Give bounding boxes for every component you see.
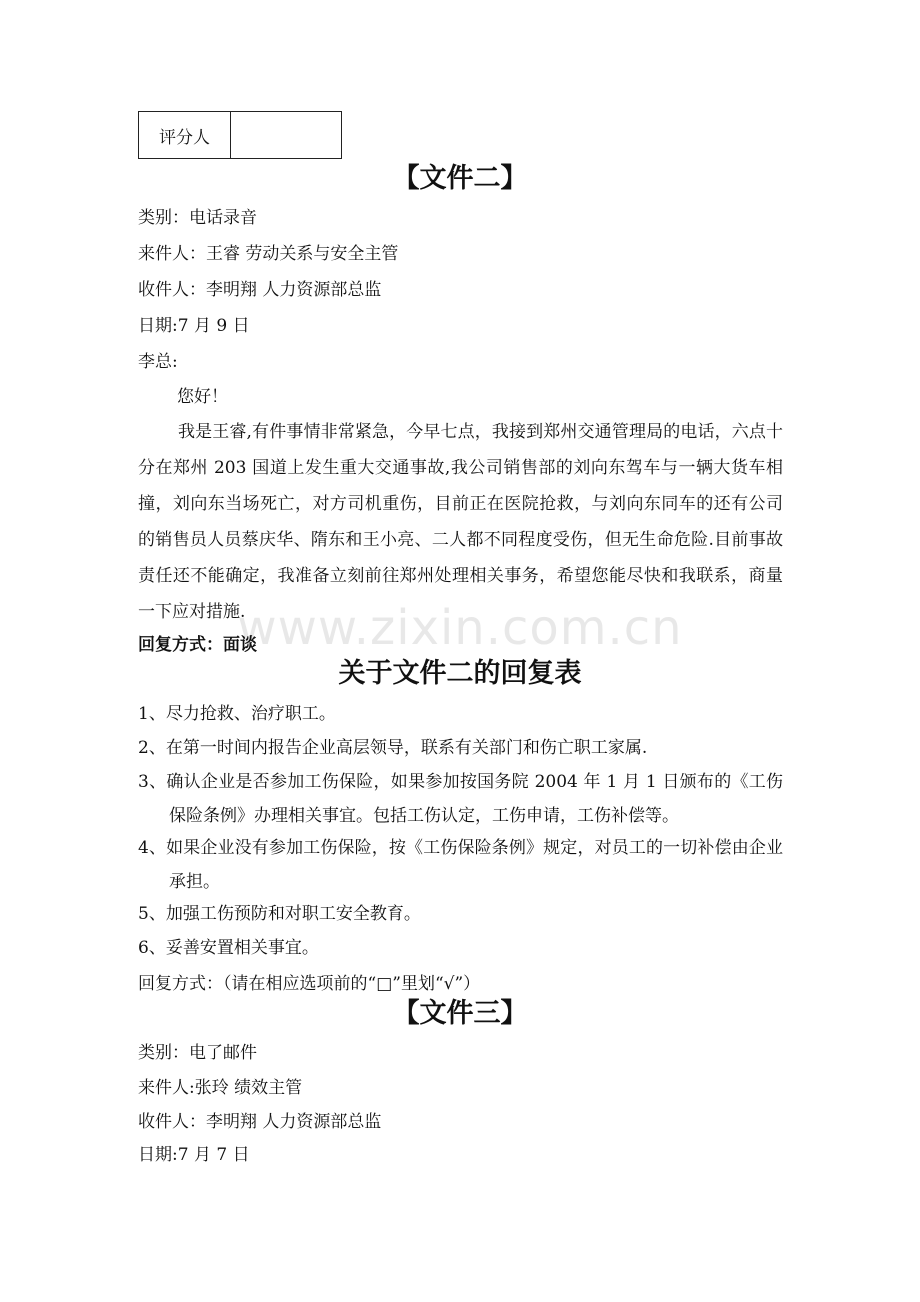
reply-item-3: 3、确认企业是否参加工伤保险，如果参加按国务院 2004 年 1 月 1 日颁布的《工伤保险条例》办理相关事宜。包括工伤认定，工伤申请，工伤补偿等。 <box>138 772 783 826</box>
reply-item-6: 6、妥善安置相关事宜。 <box>138 938 319 958</box>
file3-recipient: 收件人：李明翔 人力资源部总监 <box>138 1112 382 1132</box>
file3-category: 类别：电了邮件 <box>138 1043 257 1063</box>
file2-reply-method: 回复方式：面谈 <box>138 635 257 655</box>
file2-body: 我是王睿,有件事情非常紧急，今早七点，我接到郑州交通管理局的电话，六点十分在郑州 203 国道上发生重大交通事故,我公司销售部的刘向东驾车与一辆大货车相撞，刘向东当场死亡，对方司机重伤，目前正在医院抢救，与刘向东同车的还有公司的销售员人员蔡庆华、隋东和王小亮、二人都不同程度受伤，但无生命危险.目前事故责任还不能确定，我准备立刻前往郑州处理相关事务，希望您能尽快和我联系，商量一下应对措施. <box>138 422 783 622</box>
file2-sender: 来件人：王睿 劳动关系与安全主管 <box>138 244 399 264</box>
reply-item-2: 2、在第一时间内报告企业高层领导，联系有关部门和伤亡职工家属. <box>138 738 648 758</box>
file3-sender: 来件人:张玲 绩效主管 <box>138 1078 303 1098</box>
reply-form-method: 回复方式：（请在相应选项前的“□”里划“√”） <box>138 974 481 994</box>
file2-category: 类别：电话录音 <box>138 208 257 228</box>
scorer-value-cell[interactable] <box>231 112 342 159</box>
watermark: www.zixin.com.cn <box>237 600 683 656</box>
file3-date: 日期:7 月 7 日 <box>138 1145 250 1165</box>
reply-item-1: 1、尽力抢救、治疗职工。 <box>138 704 336 724</box>
reply-item-5: 5、加强工伤预防和对职工安全教育。 <box>138 904 421 924</box>
file2-greeting: 您好！ <box>177 387 228 407</box>
file2-salutation: 李总: <box>138 352 178 372</box>
file2-heading: 【文件二】 <box>392 163 528 194</box>
reply-item-4: 4、如果企业没有参加工伤保险，按《工伤保险条例》规定，对员工的一切补偿由企业承担。 <box>138 838 783 892</box>
file2-recipient: 收件人：李明翔 人力资源部总监 <box>138 280 382 300</box>
file3-heading: 【文件三】 <box>392 998 528 1029</box>
reply-form-heading: 关于文件二的回复表 <box>338 658 582 689</box>
score-table <box>138 111 342 159</box>
file2-date: 日期:7 月 9 日 <box>138 316 250 336</box>
score-row <box>139 112 342 159</box>
scorer-label: 评分人 <box>139 112 231 159</box>
